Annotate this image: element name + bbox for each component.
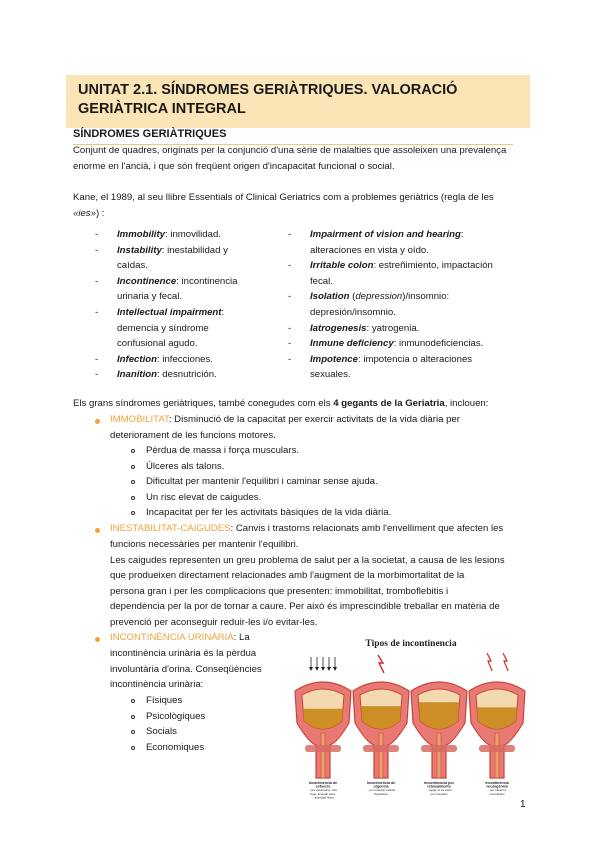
- ies-item: [95, 243, 280, 274]
- circle-bullet: [131, 730, 135, 734]
- figure-caption-line: hiperactivo: [374, 791, 388, 796]
- figure-caption-line: ...por estornudos, risa,: [308, 788, 338, 793]
- ies-left-list: [95, 227, 280, 383]
- kane-line-2: «ies») :: [73, 208, 105, 219]
- title-box: [66, 75, 530, 128]
- paragraph-line: dependència per la por de tornar a caure. Per això és imprescindible treballar en matèria de: [110, 601, 500, 613]
- ies-item-text: depresión/insomnio.: [310, 306, 396, 318]
- ies-item-text: confusional agudo.: [117, 338, 198, 350]
- figure-caption-line: esfuerzo: [315, 784, 331, 789]
- figure-caption-line: ...por trastorno: [487, 788, 507, 793]
- paragraph-line: Les caigudes representen un greu problema de salut per a la societat, a causa de les lesions: [110, 554, 505, 566]
- ies-item-term: Inanition: [117, 369, 157, 381]
- circle-bullet: [131, 511, 135, 515]
- bladder-4: [469, 653, 525, 778]
- immobilitat-line-2: deteriorament de les funcions motores.: [110, 430, 276, 441]
- ies-item-text: caídas.: [117, 260, 148, 272]
- kane-line: Kane, el 1989, al seu llibre Essentials of Clinical Geriatrics com a problemes geriàtrics (regla de les: [73, 192, 494, 203]
- figure-caption-line: neurológico: [489, 791, 505, 796]
- pressure-arrow-head: [321, 667, 325, 671]
- ies-item-text: : incontinencia: [176, 275, 238, 287]
- ies-item-term: Impairment of vision and hearing: [310, 229, 461, 240]
- paragraph-line: que produeixen directament relacionades amb l'augment de la morbimortalitat de la: [110, 570, 465, 582]
- giants-intro: Els grans síndromes geriàtriques, també conegudes com els 4 gegants de la Geriatria, inclouen:: [73, 398, 489, 409]
- ies-item-term: Isolation: [310, 291, 350, 303]
- page-number: 1: [520, 799, 526, 810]
- figure-caption-line: Incontinencia de: [366, 781, 396, 785]
- ies-item-text: : infecciones.: [156, 353, 213, 365]
- ies-item-term: Iatrogenesis: [310, 322, 367, 334]
- paragraph-line: involuntària d'orina. Conseqüències: [110, 663, 262, 675]
- bullet-dot: [95, 637, 100, 642]
- ies-item-text: :: [460, 229, 464, 240]
- list-item: Físiques: [146, 695, 183, 706]
- ies-item-text: : yatrogenia.: [366, 322, 420, 334]
- circle-bullet: [131, 465, 135, 469]
- ies-item-paren: depression: [355, 291, 403, 303]
- ies-item-text: : impotencia o alteraciones: [357, 353, 473, 365]
- ies-item-text: alteraciones en vista y oído.: [310, 244, 429, 256]
- ies-item-term: Impotence: [310, 353, 358, 365]
- ies-item-term: Immobility: [117, 229, 165, 240]
- circle-bullet: [131, 449, 135, 453]
- paragraph-line: funcions necessàries per mantenir l'equilibri.: [110, 539, 299, 550]
- lightning-icon: [378, 655, 384, 673]
- pressure-arrow-head: [309, 667, 313, 671]
- figure-caption-line: Incontinencia por: [424, 781, 454, 785]
- ies-left-column: [95, 227, 280, 383]
- ies-item-term: Inmune deficiency: [310, 338, 394, 350]
- bladder-2: [353, 655, 409, 778]
- ies-item-text: : inmovilidad.: [164, 229, 221, 240]
- figure-caption-line: ...actividad física: [312, 795, 334, 800]
- ies-item: [288, 227, 518, 258]
- page-title: UNITAT 2.1. SÍNDROMES GERIÀTRIQUES. VALORACIÓ GERIÀTRICA INTEGRAL: [78, 82, 458, 117]
- urethra: [321, 733, 325, 778]
- lightning-icon: [487, 653, 492, 671]
- list-item: Un risc elevat de caigudes.: [146, 491, 262, 503]
- ies-item: [95, 274, 280, 305]
- figure-caption-line: neurogénica: [486, 784, 508, 789]
- urethra: [437, 733, 441, 778]
- pressure-arrow-head: [327, 667, 331, 671]
- list-item: Socials: [146, 726, 177, 738]
- figure-caption-line: Incontinencia de: [308, 781, 338, 785]
- list-item: Pèrdua de massa i força musculars.: [146, 445, 300, 456]
- ies-item-text: urinaria y fecal.: [117, 291, 183, 303]
- ies-item-text: demencia y síndrome: [117, 322, 209, 334]
- pressure-arrow-head: [333, 667, 337, 671]
- figure-caption-line: por completo: [430, 791, 448, 796]
- bladder-3: [411, 682, 467, 778]
- pelvic-floor: [363, 745, 399, 752]
- ies-right-list: [288, 227, 518, 383]
- ies-item-term: Instability: [117, 244, 162, 256]
- circle-bullet: [131, 715, 135, 719]
- ies-item: - Isolation (depression)/insomnio: depresión/insomnio.: [288, 289, 518, 320]
- circle-bullet: [131, 746, 135, 750]
- pressure-arrow-head: [315, 667, 319, 671]
- paragraph-line: incontinència urinària és la pèrdua: [110, 648, 257, 659]
- ies-right-column: [288, 227, 518, 383]
- paragraph-line: incontinència urinària:: [110, 679, 204, 691]
- ies-item-text: fecal.: [310, 275, 333, 287]
- circle-bullet: [131, 699, 135, 703]
- ies-item: [288, 336, 518, 352]
- figure-caption-line: ...vejiga no se vacía: [426, 788, 452, 793]
- lightning-icon: [503, 653, 508, 671]
- incontinencia-line: INCONTINÈNCIA URINÀRIA: La: [110, 632, 250, 643]
- figure-caption-line: Incontinencia: [485, 781, 509, 785]
- ies-item: [288, 321, 518, 337]
- figure-caption-line: urgencia: [373, 784, 389, 789]
- ies-item: [288, 352, 518, 383]
- list-item: Economiques: [146, 741, 205, 753]
- ies-item-term: Incontinence: [117, 275, 177, 287]
- list-item: Dificultat per mantenir l'equilibri i caminar sense ajuda.: [146, 476, 378, 488]
- bullet-dot: [95, 528, 100, 533]
- section-heading: SÍNDROMES GERIÀTRIQUES: [73, 127, 513, 145]
- ies-item-term: Intellectual impairment: [117, 306, 222, 318]
- pelvic-floor: [479, 745, 515, 752]
- urethra: [495, 733, 499, 778]
- ies-item: [288, 258, 518, 289]
- ies-item: [95, 227, 280, 243]
- inestabilitat-line: INESTABILITAT-CAIGUDES: Canvis i trastorns relacionats amb l'envelliment que afecten les: [110, 523, 504, 534]
- pelvic-floor: [305, 745, 341, 752]
- ies-item-term: Infection: [117, 353, 157, 365]
- paragraph-line: persona gran i per les complicacions que presenten: immobilitat, tromboflebitis i: [110, 585, 449, 597]
- ies-item-text: : desnutrición.: [156, 369, 217, 381]
- bullet-dot: [95, 419, 100, 424]
- figure-caption-line: rebosamiento: [427, 784, 451, 789]
- figure-caption-line: toser, levantar peso,: [309, 791, 337, 796]
- incontinence-types-figure: [291, 633, 531, 800]
- ies-item-text: sexuales.: [310, 369, 351, 381]
- circle-bullet: [131, 496, 135, 500]
- figure-captions: [309, 781, 510, 799]
- ies-item-term: Irritable colon: [310, 260, 374, 272]
- ies-item-text: : inestabilidad y: [161, 244, 228, 256]
- ies-item: [95, 367, 280, 383]
- immobilitat-line: IMMOBILITAT: Disminució de la capacitat per exercir activitats de la vida diària per: [110, 414, 460, 425]
- list-item: Úlceres als talons.: [146, 460, 225, 472]
- circle-bullet: [131, 480, 135, 484]
- figure-title: Tipos de incontinencia: [365, 639, 457, 649]
- paragraph-line: prevenció per aconseguir reduir-les i/o evitar-les.: [110, 617, 318, 628]
- figure-caption-line: ...por músculo vesical: [367, 788, 395, 793]
- ies-item-text: : inmunodeficiencias.: [393, 338, 484, 350]
- list-item: Incapacitat per fer les activitats bàsiques de la vida diària.: [146, 507, 392, 519]
- bladder-1: [295, 657, 351, 778]
- bladder-illustrations: [295, 653, 525, 778]
- ies-item-text: :: [221, 306, 225, 318]
- ies-item-text: : estreñimiento, impactación: [373, 260, 493, 272]
- ies-term: «ies»: [73, 208, 96, 219]
- ies-item: [95, 352, 280, 368]
- list-item: Psicològiques: [146, 710, 206, 722]
- ies-item-text: /insomnio:: [405, 291, 450, 303]
- intro-paragraph: Conjunt de quadres, originats per la conjunció d'una sèrie de malalties que assoleixen una prevalença enorme en l'ancià, i que són freqüent origen d'incapacitat funcional o social.: [73, 145, 507, 172]
- pelvic-floor: [421, 745, 457, 752]
- urethra: [379, 733, 383, 778]
- ies-item: [95, 305, 280, 352]
